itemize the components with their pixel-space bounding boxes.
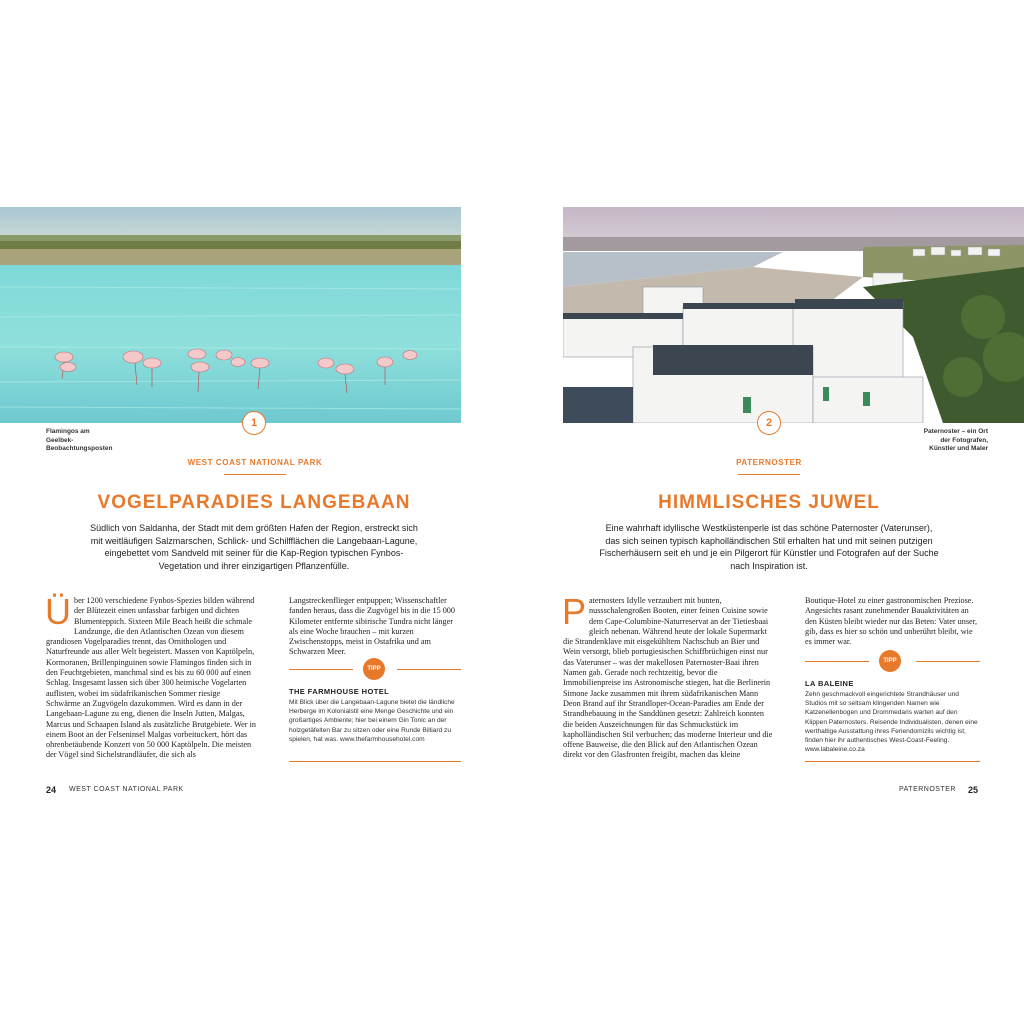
body-column-1 (562, 591, 776, 761)
flamingo-photo (0, 207, 461, 423)
photo-caption: Paternoster – ein Ort der Fotografen, Künstler und Maler (923, 428, 988, 452)
tipp-title: THE FARMHOUSE HOTEL (289, 687, 390, 696)
page-number: 24 (46, 785, 57, 795)
body-column-2: Boutique-Hotel zu einer gastronomischen Preziose. Angesichts rasant zunehmender Bauaktivitäten an den Küsten bleibt wieder nur das Beten: Vater unser, gib, dass es hier so schön und unberührt bleibt, wie es immer war. (805, 596, 978, 647)
article-headline: HIMMLISCHES JUWEL (658, 492, 880, 513)
lead-paragraph: Südlich von Saldanha, der Stadt mit dem größten Hafen der Region, erstreckt sich mit weitläufigen Salzmarschen, Schlick- und Schilfflächen die Langebaan-Lagune, eingebettet vom Sandveld mit seiner für die Kap-Region typischen Fynbos-Vegetation und ihrer einzigartigen Pflanzenfülle. (90, 523, 418, 571)
tipp-bottom-rule (289, 761, 461, 762)
spot-number-badge: 1 (242, 411, 266, 435)
drop-cap: Ü (45, 591, 71, 632)
running-footer: PATERNOSTER (899, 786, 956, 793)
tipp-rule-left (805, 661, 869, 662)
drop-cap: P (562, 591, 587, 632)
section-rule (224, 474, 286, 475)
body-column-2: Langstreckenflieger entpuppen; Wissenschaftler fanden heraus, dass die Zugvögel bis in die 15 000 Kilometer entfernte sibirische Tundra nicht länger als eine Woche brauchen – mit kurzen Zwischenstopps, meist in Ostafrika und am Schwarzen Meer. (289, 596, 455, 657)
tipp-rule-right (916, 661, 980, 662)
section-label: WEST COAST NATIONAL PARK (187, 458, 323, 467)
body-column-1 (45, 591, 256, 761)
tipp-text: Zehn geschmackvoll eingerichtete Strandhäuser und Studios mit so seltsam klingenden Namen wie Katzenellenbogen und Drommedaris warten auf den Klippen Paternosters. Reisende Individualisten, denen eine werthaltige Ausstattung ihres Feriendomizils wichtig ist, finden hier ihr authentisches West-Coast-Feeling. www.labaleine.co.za (805, 691, 978, 754)
tipp-badge: TIPP (879, 650, 901, 672)
tipp-rule-left (289, 669, 353, 670)
section-rule (738, 474, 800, 475)
page-number: 25 (968, 785, 979, 795)
body-text: aternosters Idylle verzaubert mit bunten, nussschalengroßen Booten, einer feinen Cuisine sowie dem Cape-Columbine-Naturreservat an der Tietiesbaai gleich nebenan. Während heute der lokale Supermarkt die Strandenklave mit eisgekühltem Nachschub an Bier und Wein versorgt, blieb portugiesischen Schiffbrüchigen einst nur das Vaterunser – was der makellosen Paternoster-Baai ihren Namen gab. Gerade noch rechtzeitig, bevor die Immobilienpreise ins Astronomische stiegen, hat die Berlinerin Simone Jacke zusammen mit ihrem südafrikanischen Mann Deon Brand auf ihr Strandloper-Ocean-Paradies am Ende der Strandbebauung in the Sanddünen gesetzt: Zahlreich konnten die beiden Auszeichnungen für das Schmuckstück im kapholländischen Stil verbuchen; das moderne Interieur und die offene Bauweise, die den Blick auf den Atlantischen Ozean direkt vor den Glasfronten freigibt, machen das kleine (563, 596, 773, 760)
tipp-rule-right (397, 669, 461, 670)
tipp-text: Mit Blick über die Langebaan-Lagune bietet die ländliche Herberge im Kolonialstil eine Menge Geschichte und ein großartiges Ambiente; hier bei einem Gin Tonic an der holzgetäfelten Bar zu sitzen oder eine Runde Billiard zu spielen, hat was. www.thefarmhousehotel.com (289, 699, 455, 743)
body-text: ber 1200 verschiedene Fynbos-Spezies bilden während der Blütezeit einen unfassbar farbigen und dichten Blumenteppich. Sixteen Mile Beach heißt die schmale Landzunge, die den Atlantischen Ozean von diesem grandiosen Vogelparadies trennt, das Ornithologen und Naturfreunde aus aller Welt begeistert. Massen von Kaptölpeln, Kormoranen, Brillenpinguinen sowie Flamingos finden sich in den Feuchtgebieten, manchmal sind es bis zu 60 000 auf einen Schlag. Insgesamt lassen sich über 300 heimische Vogelarten auflisten, wobei im südafrikanischen Sommer riesige Schwärme an Zugvögeln dazukommen. Wird es dann in der Langebaan-Lagune zu eng, dienen die Inseln Jutten, Malgas, Marcus und Schaapen Island als zusätzliche Brutgebiete. Wer in einem Boot an der Felseninsel Malgas vorbeituckert, hört das ohrenbetäubende Konzert von 50 000 Kaptölpeln. Die meisten der Vögel sind Sichelstrandläufer, die sich als (46, 596, 256, 760)
tipp-bottom-rule (805, 761, 980, 762)
article-headline: VOGELPARADIES LANGEBAAN (97, 492, 411, 513)
tipp-badge: TIPP (363, 658, 385, 680)
section-label: PATERNOSTER (736, 458, 802, 467)
photo-caption: Flamingos am Geelbek-Beobachtungsposten (46, 428, 113, 452)
spot-number-badge: 2 (757, 411, 781, 435)
lead-paragraph: Eine wahrhaft idyllische Westküstenperle ist das schöne Paternoster (Vaterunser), das sich seinen typisch kapholländischen Stil erhalten hat und mit seinen putzigen Fischerhäusern seit eh und je ein Pilgerort für Künstler und Fotografen auf der Suche nach Inspiration ist. (599, 523, 939, 571)
right-page (512, 0, 1024, 1024)
paternoster-photo (563, 207, 1024, 423)
tipp-title: LA BALEINE (805, 679, 854, 688)
running-footer: WEST COAST NATIONAL PARK (69, 786, 184, 793)
